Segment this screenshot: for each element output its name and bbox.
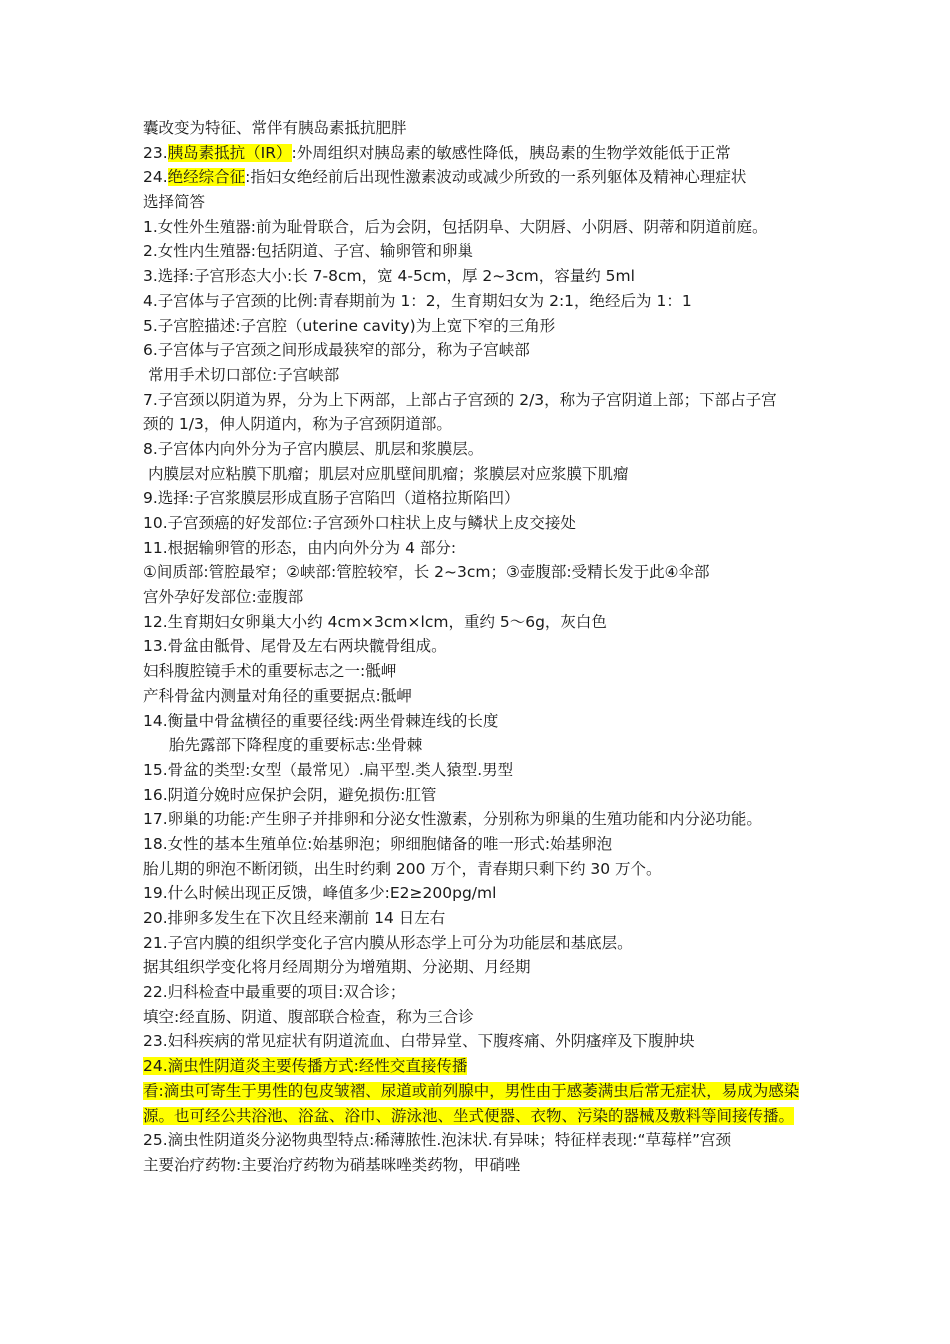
- line-text: 11.根据输卵管的形态，由内向外分为 4 部分:: [143, 538, 457, 557]
- line-text: ①间质部:管腔最窄；②峡部:管腔较窄，长 2~3cm；③壶腹部:受精长发于此④伞部: [143, 563, 710, 582]
- text-line: [143, 980, 823, 1005]
- text-line: [143, 215, 823, 240]
- text-line: [143, 906, 823, 931]
- line-text: 填空:经直肠、阴道、腹部联合检查，称为三合诊: [143, 1007, 474, 1026]
- line-text: 21.子宫内膜的组织学变化子宫内膜从形态学上可分为功能层和基底层。: [143, 933, 633, 952]
- text-line: [143, 634, 823, 659]
- text-line: [143, 585, 823, 610]
- text-line: [143, 610, 823, 635]
- line-text: 19.什么时候出现正反馈，峰值多少:E2≥200pg/ml: [143, 884, 497, 903]
- line-text: 8.子宫体内向外分为子宫内膜层、肌层和浆膜层。: [143, 439, 484, 458]
- line-text: 选择简答: [143, 193, 206, 212]
- text-line: [143, 659, 823, 684]
- text-line: [143, 289, 823, 314]
- document-body: [143, 116, 823, 1178]
- line-text: 25.滴虫性阴道炎分泌物典型特点:稀薄脓性.泡沫状.有异味；特征样表现:“草莓样”宫颈: [143, 1131, 732, 1150]
- line-text: 妇科腹腔镜手术的重要标志之一:骶岬: [143, 662, 397, 681]
- text-line: [143, 807, 823, 832]
- line-text: 10.子宫颈癌的好发部位:子宫颈外口柱状上皮与鳞状上皮交接处: [143, 514, 576, 532]
- line-text: 据其组织学变化将月经周期分为增殖期、分泌期、月经期: [143, 958, 531, 977]
- text-line: [143, 116, 823, 141]
- line-text: 颈的 1/3，伸人阴道内，称为子宫颈阴道部。: [143, 415, 452, 434]
- text-line: [143, 783, 823, 808]
- line-text: 内膜层对应粘膜下肌瘤；肌层对应肌壁间肌瘤；浆膜层对应浆膜下肌瘤: [148, 464, 629, 483]
- text-line: [143, 1005, 823, 1030]
- line-text: 13.骨盆由骶骨、尾骨及左右两块髋骨组成。: [143, 637, 447, 656]
- line-text: 宫外孕好发部位:壶腹部: [143, 588, 304, 607]
- text-line: [143, 165, 823, 190]
- line-text: 23.妇科疾病的常见症状有阴道流血、白带异堂、下腹疼痛、外阴瘙痒及下腹肿块: [143, 1032, 695, 1051]
- line-text: 23.: [143, 143, 168, 162]
- text-line: [143, 338, 823, 363]
- text-line: [143, 1153, 823, 1178]
- line-text: 22.归科检查中最重要的项目:双合诊；: [143, 983, 406, 1002]
- line-text: 4.子宫体与子宫颈的比例:青春期前为 1：2，生育期妇女为 2:1，绝经后为 1：1: [143, 291, 692, 310]
- highlighted-text: 绝经综合征: [167, 168, 246, 187]
- text-line: [143, 1054, 823, 1079]
- line-text: 18.女性的基本生殖单位:始基卵泡；卵细胞储备的唯一形式:始基卵泡: [143, 834, 613, 853]
- text-line: [143, 1128, 823, 1153]
- text-line: [143, 412, 823, 437]
- text-line: [143, 511, 823, 536]
- text-line: [143, 314, 823, 339]
- text-line: [143, 832, 823, 857]
- text-line: [143, 437, 823, 462]
- text-line: [143, 931, 823, 956]
- line-text: 12.生育期妇女卵巢大小约 4cm×3cm×lcm，重约 5～6g，灰白色: [143, 612, 607, 631]
- line-text: :外周组织对胰岛素的敏感性降低，胰岛素的生物学效能低于正常: [291, 143, 731, 162]
- line-text: 24.: [143, 168, 168, 187]
- text-line: [143, 709, 823, 734]
- line-text: 产科骨盆内测量对角径的重要据点:骶岬: [143, 686, 412, 705]
- line-text: 9.选择:子宫浆膜层形成直肠子宫陷凹（道格拉斯陷凹）: [143, 489, 520, 508]
- line-text: 6.子宫体与子宫颈之间形成最狭窄的部分，称为子宫峡部: [143, 341, 530, 360]
- text-line: [143, 1029, 823, 1054]
- line-text: :指妇女绝经前后出现性激素波动或减少所致的一系列躯体及精神心理症状: [245, 168, 747, 187]
- line-text: 14.衡量中骨盆横径的重要径线:两坐骨棘连线的长度: [143, 711, 499, 730]
- text-line: [143, 758, 823, 783]
- line-text: 3.选择:子宫形态大小:长 7-8cm，宽 4-5cm，厚 2~3cm，容量约 5ml: [143, 267, 635, 286]
- line-text: 7.子宫颈以阴道为界，分为上下两部，上部占子宫颈的 2/3，称为子宫阴道上部；下部占子宫: [143, 390, 777, 409]
- text-line: [143, 1079, 823, 1128]
- line-text: 主要治疗药物:主要治疗药物为硝基咪唑类药物，甲硝唑: [143, 1155, 521, 1174]
- highlighted-text: 看:滴虫可寄生于男性的包皮皱褶、尿道或前列腺中，男性由于感萎满虫后常无症状，易成为感染源。也可经公共浴池、浴盆、浴巾、游泳池、坐式便器、衣物、污染的器械及敷料等间接传播。: [143, 1081, 800, 1125]
- text-line: [143, 141, 823, 166]
- line-text: 常用手术切口部位:子宫峡部: [148, 365, 340, 384]
- text-line: [143, 881, 823, 906]
- text-line: [143, 560, 823, 585]
- line-text: 胎儿期的卵泡不断闭锁，出生时约剩 200 万个，青春期只剩下约 30 万个。: [143, 859, 662, 878]
- line-text: 囊改变为特征、常伴有胰岛素抵抗肥胖: [143, 119, 407, 137]
- highlighted-text: 24.滴虫性阴道炎主要传播方式:经性交直接传播: [143, 1057, 468, 1076]
- text-line: [143, 536, 823, 561]
- text-line: [143, 684, 823, 709]
- line-text: 1.女性外生殖器:前为耻骨联合，后为会阴，包括阴阜、大阴唇、小阴唇、阴蒂和阴道前庭。: [143, 217, 768, 236]
- text-line: [143, 462, 823, 487]
- line-text: 20.排卵多发生在下次且经来潮前 14 日左右: [143, 909, 446, 927]
- text-line: [143, 239, 823, 264]
- line-text: 2.女性内生殖器:包括阴道、子宫、输卵管和卵巢: [143, 242, 474, 261]
- text-line: [143, 190, 823, 215]
- text-line: [143, 363, 823, 388]
- line-text: 15.骨盆的类型:女型（最常见）.扁平型.类人猿型.男型: [143, 760, 514, 779]
- highlighted-text: 胰岛素抵抗（IR）: [167, 143, 292, 162]
- line-text: 16.阴道分娩时应保护会阴，避免损伤:肛管: [143, 785, 437, 804]
- text-line: [143, 264, 823, 289]
- text-line: [143, 388, 823, 413]
- text-line: [143, 486, 823, 511]
- text-line: [143, 955, 823, 980]
- line-text: 5.子宫腔描述:子宫腔（uterine cavity)为上宽下窄的三角形: [143, 316, 556, 335]
- text-line: [143, 857, 823, 882]
- line-text: 胎先露部下降程度的重要标志:坐骨棘: [169, 736, 423, 755]
- line-text: 17.卵巢的功能:产生卵子并排卵和分泌女性激素，分别称为卵巢的生殖功能和内分泌功能。: [143, 810, 762, 829]
- text-line: [143, 733, 823, 758]
